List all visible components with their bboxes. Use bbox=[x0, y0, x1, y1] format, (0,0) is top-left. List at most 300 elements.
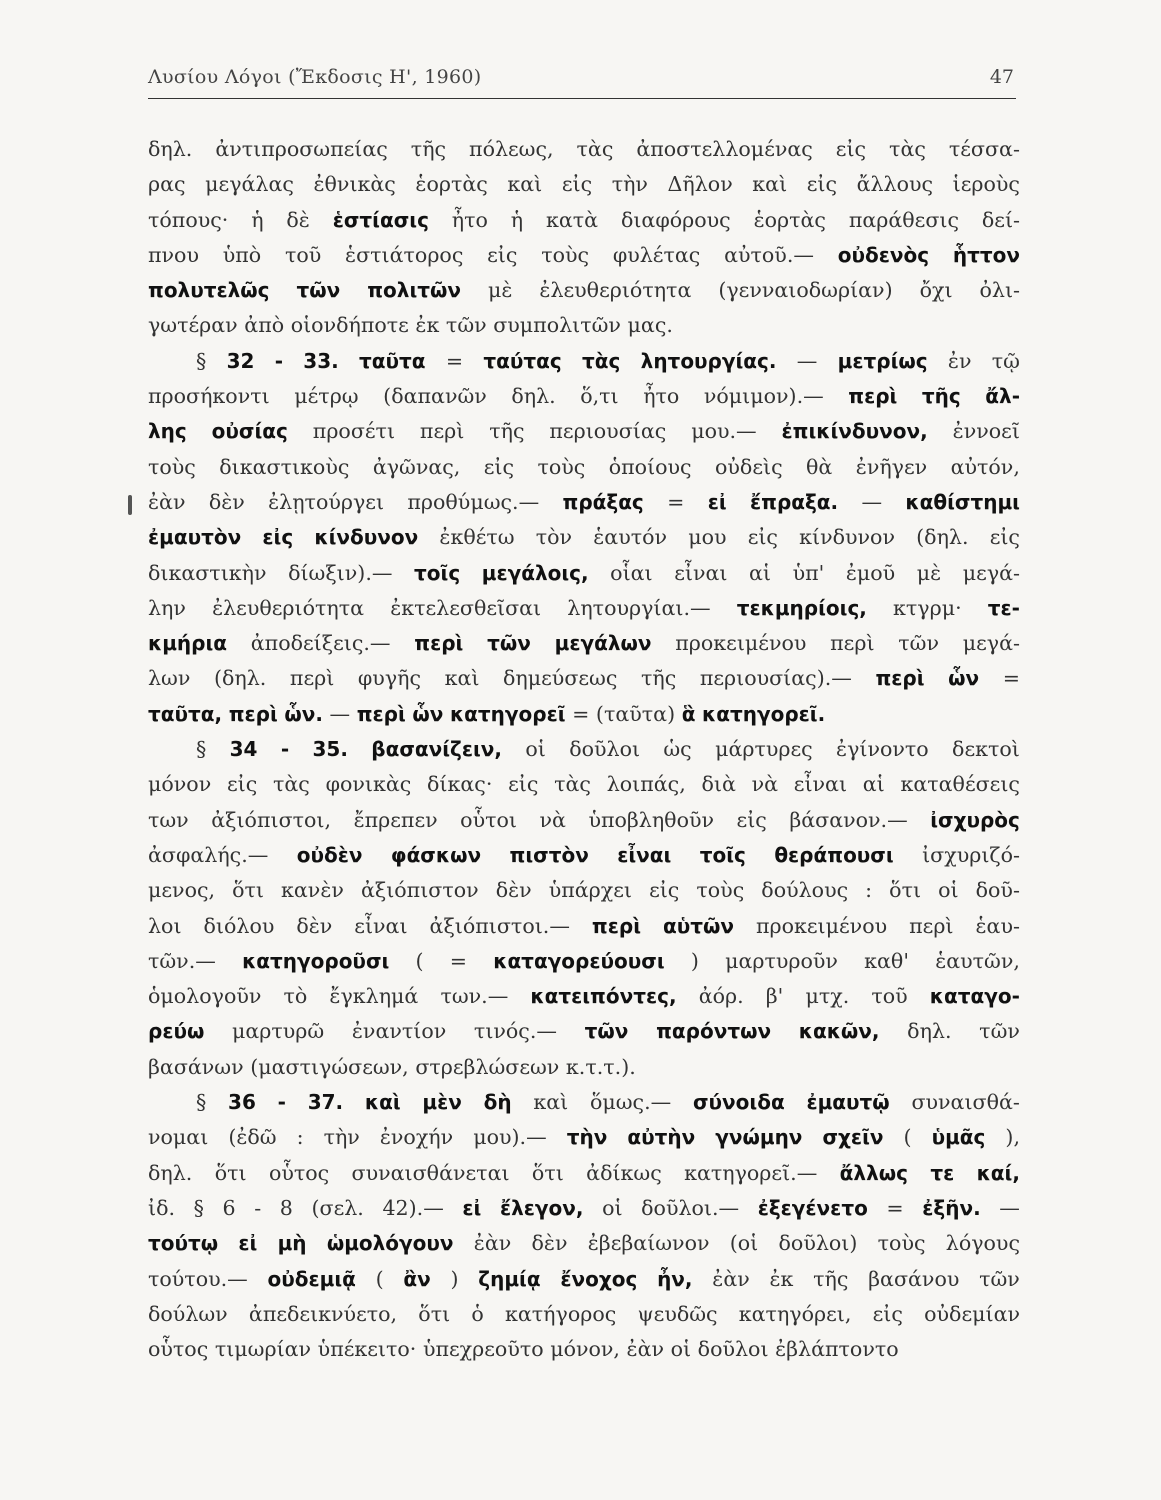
word: ἐὰν bbox=[626, 1337, 665, 1362]
word: αἱ bbox=[862, 772, 885, 797]
word: εἰς bbox=[736, 807, 767, 832]
word: λοιπάς, bbox=[606, 772, 686, 797]
word: συναισθά- bbox=[911, 1090, 1020, 1115]
lemma-word: ἐπικίνδυνον, bbox=[781, 419, 928, 444]
word: ἀόρ. bbox=[698, 984, 744, 1009]
word: διαφόρους bbox=[620, 207, 731, 232]
word: προκειμένου bbox=[755, 913, 888, 938]
word: περὶ bbox=[909, 913, 954, 938]
word: δὲν bbox=[531, 1231, 568, 1256]
word: ἐνῆγεν bbox=[855, 454, 928, 479]
word: τοὺς bbox=[537, 454, 586, 479]
text-line bbox=[148, 379, 1020, 414]
lemma-word: τῶν bbox=[584, 1019, 629, 1044]
word: ἐμοῦ bbox=[845, 560, 896, 585]
word: των.— bbox=[440, 984, 509, 1009]
word: τῆς bbox=[640, 666, 677, 691]
word: εἰς bbox=[649, 878, 680, 903]
word: οὗτος bbox=[268, 1160, 330, 1185]
lemma-word: τὰς bbox=[582, 348, 621, 373]
word: ἀποδείξεις.— bbox=[250, 631, 391, 656]
lemma-word: ἐξῆν. bbox=[922, 1195, 981, 1220]
lemma-word: εἰ bbox=[707, 489, 727, 514]
lemma-word: κατηγοροῦσι bbox=[242, 948, 390, 973]
text-line bbox=[148, 1156, 1020, 1191]
word: ἐκθέτω bbox=[439, 525, 515, 550]
word: λητουργίαι.— bbox=[567, 595, 711, 620]
word: δὲν bbox=[208, 489, 245, 514]
word: ἀπὸ bbox=[244, 313, 285, 338]
word: ρας bbox=[148, 172, 186, 197]
word: των bbox=[148, 807, 189, 832]
text-line bbox=[148, 1014, 1020, 1049]
text-line bbox=[148, 767, 1020, 802]
word: εἰς bbox=[806, 172, 838, 197]
word: δοῦλοι bbox=[569, 737, 641, 762]
lemma-word: μεγάλων bbox=[554, 631, 652, 656]
word: μου bbox=[688, 525, 727, 550]
word: λοι bbox=[148, 913, 182, 938]
word: § bbox=[193, 1195, 204, 1220]
word: καταθέσεις bbox=[900, 772, 1020, 797]
lemma-word: μετρίως bbox=[837, 348, 928, 373]
lemma-word: κατηγορεῖ bbox=[449, 701, 566, 726]
word: αὐτόν, bbox=[950, 454, 1020, 479]
word: τοῦ bbox=[871, 984, 908, 1009]
word: (δηλ. bbox=[916, 525, 969, 550]
lemma-word: κίνδυνον bbox=[314, 525, 419, 550]
lemma-word: - bbox=[274, 348, 284, 373]
word: ὑπεχρεοῦτο bbox=[422, 1337, 544, 1362]
word: (οἱ bbox=[729, 1231, 759, 1256]
word: οὐδεμίαν bbox=[924, 1301, 1020, 1326]
lemma-word: ζημίᾳ bbox=[478, 1266, 541, 1291]
word: ψευδῶς bbox=[637, 1301, 718, 1326]
word: εἰς bbox=[835, 137, 867, 161]
word: εἰς bbox=[561, 172, 593, 197]
word: ἰσχυριζό- bbox=[922, 842, 1020, 867]
word: τῶν bbox=[979, 1019, 1020, 1044]
word: καὶ bbox=[533, 1090, 569, 1115]
word: μαρτυρῶ bbox=[232, 1019, 325, 1044]
word: οἱ bbox=[670, 1337, 692, 1362]
lemma-word: κατειπόντες, bbox=[530, 984, 677, 1009]
word: ( bbox=[415, 948, 424, 973]
lemma-word: ἐξεγένετο bbox=[757, 1195, 868, 1220]
word: ἐγίνοντο bbox=[836, 737, 929, 762]
word: δεκτοὶ bbox=[952, 737, 1020, 762]
lemma-word: 34 bbox=[229, 737, 258, 762]
text-line bbox=[148, 1120, 1020, 1155]
margin-mark bbox=[128, 495, 132, 515]
word: φυλέτας bbox=[612, 242, 701, 267]
lemma-word: βασανίζειν, bbox=[371, 737, 503, 762]
word: 8 bbox=[279, 1195, 293, 1220]
word: ἑορτὰς bbox=[753, 207, 826, 232]
word: τῶν bbox=[979, 1266, 1020, 1291]
word: — bbox=[999, 1195, 1020, 1220]
word: τὰς bbox=[272, 772, 310, 797]
word: : bbox=[865, 878, 873, 903]
word: κίνδυνον bbox=[799, 525, 895, 550]
word: αὐτοῦ.— bbox=[724, 242, 814, 267]
word: εἰς bbox=[226, 772, 258, 797]
word: (ταῦτα) bbox=[595, 701, 676, 726]
word: (σελ. bbox=[311, 1195, 364, 1220]
word: μέτρῳ bbox=[294, 384, 359, 409]
word: μαρτυροῦν bbox=[725, 948, 838, 973]
word: ἡ bbox=[251, 207, 264, 232]
lemma-word: ταῦτα, bbox=[148, 701, 223, 726]
word: ἦτο bbox=[451, 207, 488, 232]
word: οἱ bbox=[938, 878, 959, 903]
lemma-word: μὲν bbox=[422, 1090, 462, 1115]
word: τοῦ bbox=[284, 242, 322, 267]
word: ὅτι bbox=[214, 1160, 247, 1185]
lemma-word: κακῶν, bbox=[798, 1019, 880, 1044]
word: ὄχι bbox=[919, 278, 953, 303]
text-line bbox=[148, 944, 1020, 979]
lemma-word: εἰ bbox=[238, 1231, 258, 1256]
word: τὸν bbox=[535, 525, 573, 550]
word: κ.τ.τ.). bbox=[565, 1054, 636, 1079]
text-line bbox=[148, 1085, 1020, 1120]
word: μου).— bbox=[473, 1125, 547, 1150]
text-line bbox=[148, 873, 1020, 908]
word: ἐὰν bbox=[148, 489, 186, 514]
word: (γενναιοδωρίαν) bbox=[718, 278, 893, 303]
word: οἱ bbox=[525, 737, 546, 762]
word: τὴν bbox=[611, 172, 648, 197]
word: ἀξιόπιστοι.— bbox=[429, 913, 570, 938]
word: ( bbox=[903, 1125, 912, 1150]
word: ἐκ bbox=[769, 1266, 794, 1291]
lemma-word: ἔλεγον, bbox=[499, 1195, 584, 1220]
text-line bbox=[148, 1332, 1020, 1367]
word: ἐλευθεριότητα bbox=[539, 278, 692, 303]
word: = bbox=[886, 1195, 904, 1220]
lemma-word: ταύτας bbox=[483, 348, 562, 373]
word: εἰς bbox=[508, 772, 539, 797]
lemma-word: περὶ bbox=[848, 384, 898, 409]
lemma-word: περὶ bbox=[591, 913, 641, 938]
word: ἑαυτόν bbox=[593, 525, 668, 550]
word: βάσανον.— bbox=[789, 807, 908, 832]
lemma-word: ἂν bbox=[403, 1266, 431, 1291]
word: παράθεσις bbox=[848, 207, 960, 232]
word: ὑποβληθοῦν bbox=[588, 807, 715, 832]
word: ὁμολογοῦν bbox=[148, 984, 262, 1009]
lemma-word: 36 bbox=[228, 1090, 256, 1115]
lemma-word: ρεύω bbox=[148, 1019, 205, 1044]
word: ὀλι- bbox=[979, 278, 1020, 303]
word: προθύμως.— bbox=[407, 489, 540, 514]
text-line bbox=[148, 1226, 1020, 1261]
word: συναισθάνεται bbox=[351, 1160, 510, 1185]
text-line bbox=[148, 626, 1020, 661]
word: = bbox=[667, 489, 685, 514]
word: - bbox=[254, 1195, 262, 1220]
word: ἐκ bbox=[415, 313, 440, 338]
lemma-word: ἐμαυτὸν bbox=[148, 525, 242, 550]
page-number: 47 bbox=[989, 66, 1014, 88]
lemma-word: τῶν bbox=[487, 631, 531, 656]
lemma-word: οὐσίας bbox=[211, 419, 288, 444]
word: τούτου.— bbox=[148, 1266, 248, 1291]
word: δημεύσεως bbox=[503, 666, 618, 691]
word: περὶ bbox=[289, 666, 335, 691]
word: τὰς bbox=[889, 137, 926, 161]
word: στρεβλώσεων bbox=[415, 1054, 560, 1079]
word: ) bbox=[450, 1266, 459, 1291]
word: δὲν bbox=[495, 878, 532, 903]
word: δίκας· bbox=[427, 772, 493, 797]
word: δοῦλοι.— bbox=[641, 1195, 740, 1220]
word: ), bbox=[1005, 1125, 1020, 1150]
word: τιμωρίαν bbox=[214, 1337, 312, 1362]
text-line bbox=[148, 1050, 1020, 1085]
text-line bbox=[148, 1262, 1020, 1297]
word: — bbox=[796, 348, 818, 373]
lemma-word: σχεῖν bbox=[822, 1125, 884, 1150]
word: ἐλευθεριότητα bbox=[212, 595, 365, 620]
word: εἰς bbox=[487, 242, 518, 267]
word: προσέτι bbox=[312, 419, 396, 444]
word: ὅμως.— bbox=[589, 1090, 672, 1115]
word: ὅτι bbox=[531, 1160, 564, 1185]
word: διὰ bbox=[701, 772, 736, 797]
word: ὑπέκειτο· bbox=[317, 1337, 417, 1362]
word: λόγους bbox=[945, 1231, 1020, 1256]
word: αἱ bbox=[749, 560, 771, 585]
lemma-word: ἃ bbox=[681, 701, 696, 726]
lemma-word: 33. bbox=[303, 348, 339, 373]
word: οἷαι bbox=[610, 560, 653, 585]
word: καὶ bbox=[752, 172, 788, 197]
lemma-word: ὑμᾶς bbox=[931, 1125, 986, 1150]
word: ἐλῃτούργει bbox=[268, 489, 385, 514]
lemma-word: λητουργίας. bbox=[640, 348, 777, 373]
running-header bbox=[148, 62, 1016, 99]
word: ὡς bbox=[663, 737, 692, 762]
word: τὴν bbox=[323, 1125, 360, 1150]
word: τέσσα- bbox=[948, 137, 1020, 161]
text-line bbox=[148, 450, 1020, 485]
word: τῶν.— bbox=[148, 948, 216, 973]
word: ὅτι bbox=[889, 878, 922, 903]
word: βασάνου bbox=[868, 1266, 960, 1291]
word: ἐβλάπτοντο bbox=[775, 1337, 899, 1362]
word: δὲ bbox=[286, 207, 310, 232]
lemma-word: πράξας bbox=[562, 489, 644, 514]
word: πόλεως, bbox=[469, 137, 554, 161]
lemma-word: περὶ bbox=[414, 631, 464, 656]
word: ὁ bbox=[471, 1301, 484, 1326]
lemma-word: καί, bbox=[976, 1160, 1020, 1185]
lemma-word: αὑτῶν bbox=[662, 913, 734, 938]
word: = bbox=[449, 948, 468, 973]
text-line bbox=[148, 732, 1020, 767]
word: καθ' bbox=[864, 948, 909, 973]
word: ἑαυ- bbox=[975, 913, 1020, 938]
word: δοῦλοι) bbox=[778, 1231, 858, 1256]
lemma-word: κμήρια bbox=[148, 631, 228, 656]
word: δοῦλοι bbox=[697, 1337, 769, 1362]
word: ἡ bbox=[510, 207, 524, 232]
word: δοῦ- bbox=[975, 878, 1020, 903]
word: οἱονδήποτε bbox=[290, 313, 409, 338]
word: οἱ bbox=[602, 1195, 623, 1220]
lemma-word: οὐδὲν bbox=[296, 842, 363, 867]
lemma-word: 37. bbox=[307, 1090, 344, 1115]
word: ὁποίους bbox=[608, 454, 692, 479]
word: γωτέραν bbox=[148, 313, 238, 338]
word: προσήκοντι bbox=[148, 384, 270, 409]
word: ὅ,τι bbox=[580, 384, 619, 409]
word: ἦτο bbox=[643, 384, 680, 409]
word: τῆς bbox=[410, 137, 447, 161]
lemma-word: δὴ bbox=[483, 1090, 512, 1115]
text-line bbox=[148, 167, 1020, 202]
word: ἰδ. bbox=[148, 1195, 176, 1220]
word: διόλου bbox=[203, 913, 275, 938]
word: ὑπ' bbox=[792, 560, 825, 585]
word: περὶ bbox=[830, 631, 875, 656]
word: ὑπάρχει bbox=[548, 878, 633, 903]
word: δηλ. bbox=[511, 384, 556, 409]
word: ἐναντίον bbox=[351, 1019, 447, 1044]
word: οὗτος bbox=[148, 1337, 209, 1362]
lemma-word: τῆς bbox=[921, 384, 961, 409]
lemma-word: - bbox=[280, 737, 290, 762]
word: εἰς bbox=[483, 454, 515, 479]
word: τινός.— bbox=[473, 1019, 557, 1044]
word: εἶναι bbox=[354, 913, 408, 938]
word: (μαστιγώσεων, bbox=[250, 1054, 409, 1079]
lemma-word: καταγο- bbox=[929, 984, 1020, 1009]
lemma-word: πολιτῶν bbox=[367, 278, 462, 303]
lemma-word: λης bbox=[148, 419, 187, 444]
commentary-text bbox=[148, 132, 1020, 1367]
word: δὲν bbox=[296, 913, 333, 938]
word: ἐὰν bbox=[473, 1231, 512, 1256]
word: ὅτι bbox=[418, 1301, 451, 1326]
word: ἑαυτῶν, bbox=[935, 948, 1020, 973]
lemma-word: φάσκων bbox=[390, 842, 482, 867]
lemma-word: καθίστημι bbox=[905, 489, 1020, 514]
text-line bbox=[148, 556, 1020, 591]
word: § bbox=[196, 1090, 207, 1115]
text-line bbox=[148, 1191, 1020, 1226]
lemma-word: πιστὸν bbox=[509, 842, 589, 867]
word: τὰς bbox=[576, 137, 614, 161]
word: § bbox=[196, 737, 207, 762]
lemma-word: ἦν, bbox=[657, 1266, 693, 1291]
word: δούλων bbox=[148, 1301, 228, 1326]
text-line bbox=[148, 661, 1020, 696]
lemma-word: ὧν. bbox=[284, 701, 323, 726]
text-line bbox=[148, 273, 1020, 308]
lemma-word: ὧν bbox=[412, 701, 444, 726]
lemma-word: ἄλ- bbox=[985, 384, 1020, 409]
word: μεγά- bbox=[962, 560, 1020, 585]
word: ἔγκλημά bbox=[329, 984, 419, 1009]
lemma-word: ταῦτα bbox=[359, 348, 426, 373]
word: περὶ bbox=[419, 419, 465, 444]
text-line bbox=[148, 203, 1020, 238]
lemma-word: τε bbox=[930, 1160, 955, 1185]
lemma-word: ἄλλως bbox=[839, 1160, 908, 1185]
word: μὲ bbox=[916, 560, 942, 585]
word: συμπολιτῶν bbox=[493, 313, 621, 338]
lemma-word: οὐδενὸς bbox=[837, 242, 930, 267]
lemma-word: ὧν bbox=[948, 666, 980, 691]
word: νὰ bbox=[751, 772, 779, 797]
word: καὶ bbox=[507, 172, 543, 197]
word: εἶναι bbox=[674, 560, 728, 585]
lemma-word: θεράπουσι bbox=[774, 842, 894, 867]
word: β' bbox=[765, 984, 784, 1009]
lemma-word: ἔπραξα. bbox=[749, 489, 839, 514]
lemma-word: οὐδεμιᾷ bbox=[267, 1266, 356, 1291]
lemma-word: καὶ bbox=[364, 1090, 401, 1115]
lemma-word: πολυτελῶς bbox=[148, 278, 270, 303]
word: ἔπρεπεν bbox=[353, 807, 438, 832]
lemma-word: τοῖς bbox=[699, 842, 746, 867]
lemma-word: ἐμαυτῷ bbox=[806, 1090, 890, 1115]
word: μάρτυρες bbox=[715, 737, 813, 762]
word: οὗτοι bbox=[460, 807, 517, 832]
word: (δαπανῶν bbox=[383, 384, 487, 409]
word: ἀξιόπιστον bbox=[360, 878, 479, 903]
lemma-word: περὶ bbox=[228, 701, 278, 726]
word: περιουσίας bbox=[549, 419, 667, 444]
lemma-word: περὶ bbox=[875, 666, 925, 691]
text-line bbox=[148, 520, 1020, 555]
word: (δηλ. bbox=[213, 666, 267, 691]
word: ἀγῶνας, bbox=[372, 454, 461, 479]
lemma-word: εἶναι bbox=[617, 842, 672, 867]
text-line bbox=[148, 909, 1020, 944]
word: μεγάλας bbox=[205, 172, 294, 197]
word: καὶ bbox=[444, 666, 480, 691]
word: = bbox=[445, 348, 464, 373]
word: — bbox=[329, 701, 351, 726]
word: ἀσφαλής.— bbox=[148, 842, 269, 867]
word: ὑπὸ bbox=[222, 242, 262, 267]
word: ἐκτελεσθεῖσαι bbox=[390, 595, 542, 620]
text-line bbox=[148, 697, 1020, 732]
word: ἑστιάτορος bbox=[345, 242, 464, 267]
word: λην bbox=[148, 595, 186, 620]
lemma-word: ἰσχυρὸς bbox=[930, 807, 1020, 832]
word: : bbox=[296, 1125, 304, 1150]
word: ἱεροὺς bbox=[952, 172, 1020, 197]
word: δεί- bbox=[981, 207, 1020, 232]
word: § bbox=[196, 348, 207, 373]
word: τοὺς bbox=[696, 878, 745, 903]
word: μεγά- bbox=[962, 631, 1020, 656]
lemma-word: εἰς bbox=[262, 525, 294, 550]
word: 6 bbox=[222, 1195, 236, 1220]
word: κτγρμ· bbox=[893, 595, 962, 620]
text-line bbox=[148, 591, 1020, 626]
text-line bbox=[148, 132, 1020, 167]
word: τῆς bbox=[813, 1266, 849, 1291]
word: μου.— bbox=[691, 419, 757, 444]
word: κατηγορεῖ.— bbox=[684, 1160, 818, 1185]
lemma-word: τὴν bbox=[566, 1125, 608, 1150]
